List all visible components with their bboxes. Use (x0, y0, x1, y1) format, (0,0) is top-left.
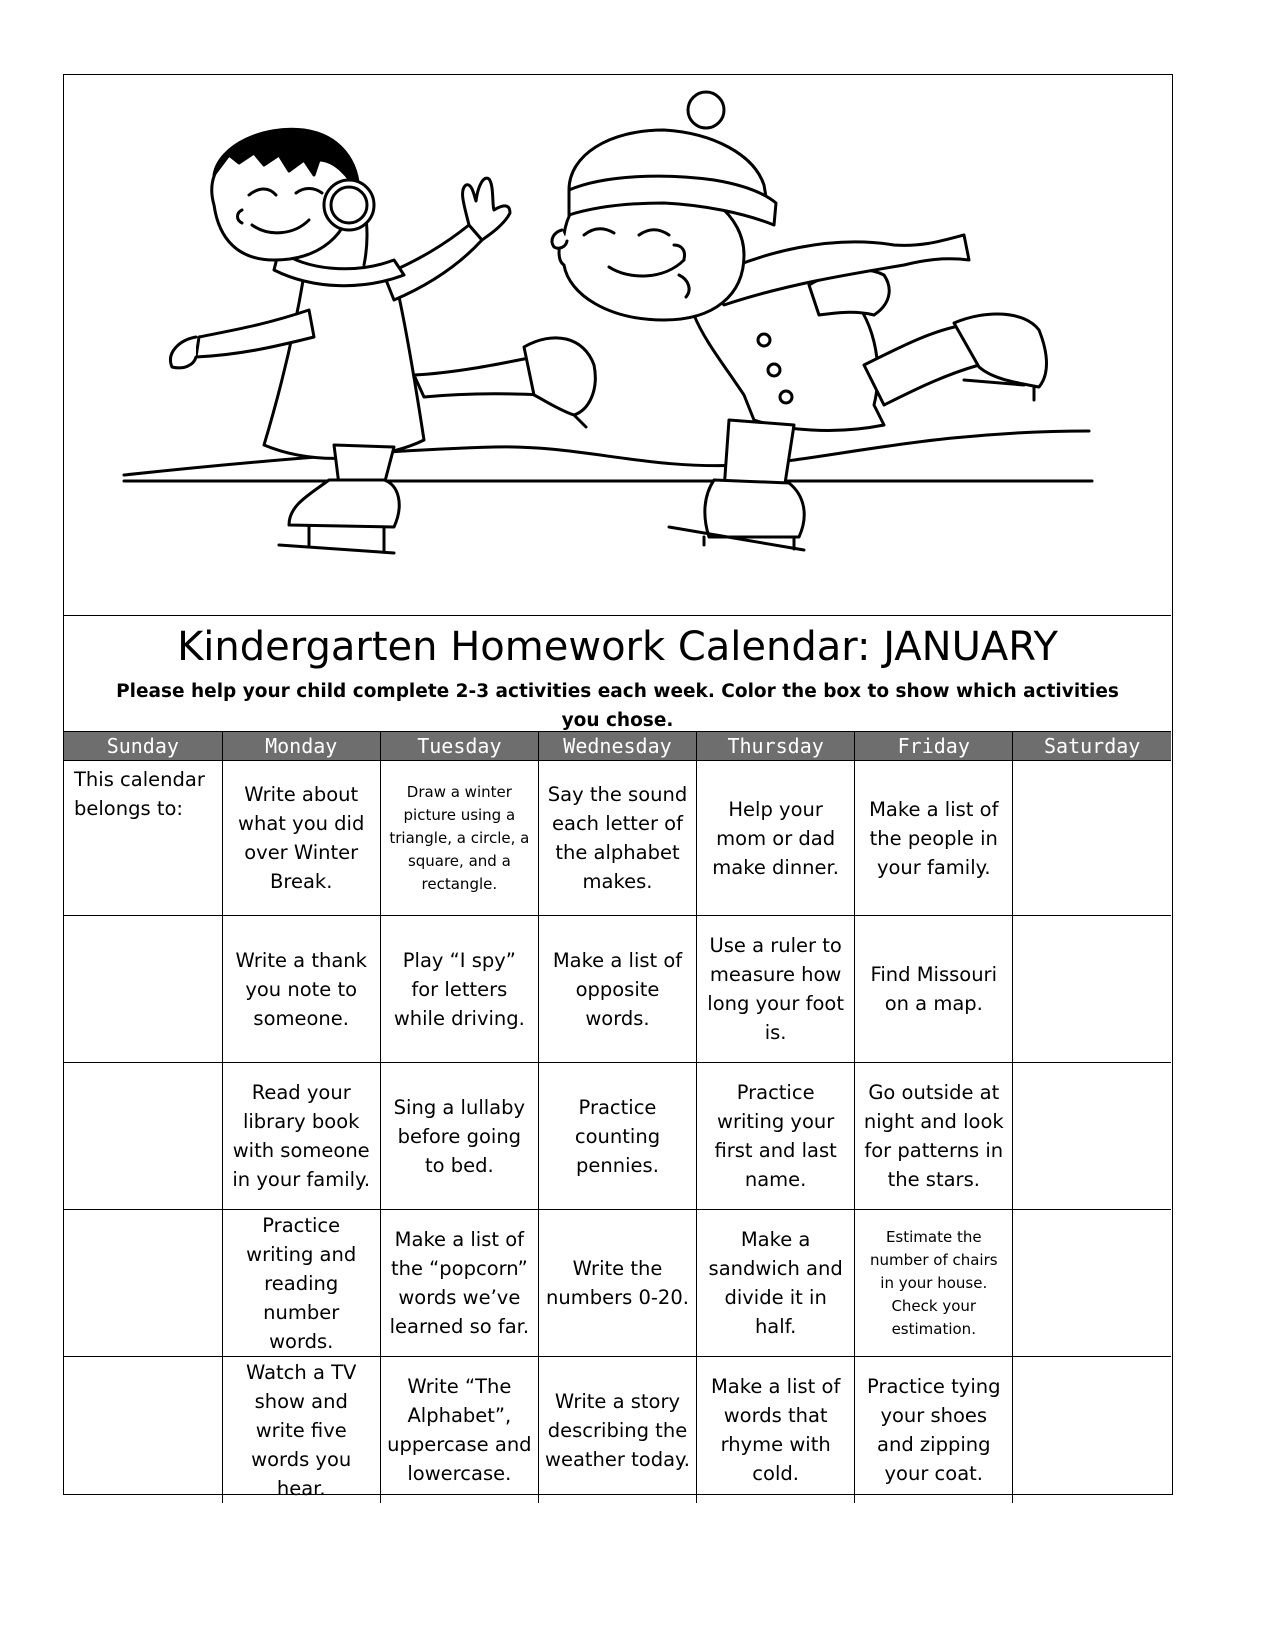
activity-cell[interactable]: Write about what you did over Winter Break. (222, 761, 380, 916)
activity-cell[interactable]: Help your mom or dad make dinner. (697, 761, 855, 916)
activity-cell[interactable]: Estimate the number of chairs in your house. Check your estimation. (855, 1210, 1013, 1357)
week-row (64, 1210, 1171, 1357)
activity-cell[interactable]: Write a story describing the weather today. (538, 1357, 696, 1504)
activity-cell[interactable]: Practice tying your shoes and zipping your coat. (855, 1357, 1013, 1504)
illustration-panel (64, 75, 1171, 616)
calendar-page (63, 74, 1173, 1500)
day-header: Saturday (1013, 732, 1171, 761)
day-header: Thursday (697, 732, 855, 761)
activity-cell[interactable]: Read your library book with someone in your family. (222, 1063, 380, 1210)
ice-skating-children-illustration (64, 75, 1171, 615)
activity-cell[interactable]: Sing a lullaby before going to bed. (380, 1063, 538, 1210)
week-row (64, 916, 1171, 1063)
activity-cell[interactable]: Say the sound each letter of the alphabet makes. (538, 761, 696, 916)
week-row (64, 1357, 1171, 1504)
activity-cell[interactable]: Make a list of opposite words. (538, 916, 696, 1063)
page-title: Kindergarten Homework Calendar: JANUARY (177, 624, 1058, 670)
week-row (64, 1063, 1171, 1210)
activity-cell[interactable]: Write “The Alphabet”, uppercase and lowercase. (380, 1357, 538, 1504)
empty-cell (64, 916, 222, 1063)
week-row (64, 761, 1171, 916)
empty-cell (64, 1357, 222, 1504)
owner-name-cell[interactable]: This calendar belongs to: (64, 761, 222, 916)
empty-cell (1013, 1357, 1171, 1504)
activity-cell[interactable]: Practice counting pennies. (538, 1063, 696, 1210)
activity-cell[interactable]: Write a thank you note to someone. (222, 916, 380, 1063)
activity-cell[interactable]: Make a list of words that rhyme with cold. (697, 1357, 855, 1504)
activity-cell[interactable]: Practice writing your first and last name. (697, 1063, 855, 1210)
activity-cell[interactable]: Practice writing and reading number words. (222, 1210, 380, 1357)
empty-cell (1013, 1210, 1171, 1357)
activity-cell[interactable]: Watch a TV show and write five words you hear. (222, 1357, 380, 1504)
empty-cell (1013, 916, 1171, 1063)
activity-cell[interactable]: Go outside at night and look for patterns in the stars. (855, 1063, 1013, 1210)
day-header: Friday (855, 732, 1013, 761)
activity-cell[interactable]: Draw a winter picture using a triangle, a circle, a square, and a rectangle. (380, 761, 538, 916)
activity-cell[interactable]: Use a ruler to measure how long your foot is. (697, 916, 855, 1063)
day-header: Wednesday (538, 732, 696, 761)
homework-calendar (64, 731, 1171, 1503)
empty-cell (64, 1063, 222, 1210)
day-header: Sunday (64, 732, 222, 761)
day-header: Tuesday (380, 732, 538, 761)
activity-cell[interactable]: Play “I spy” for letters while driving. (380, 916, 538, 1063)
activity-cell[interactable]: Make a list of the “popcorn” words we’ve learned so far. (380, 1210, 538, 1357)
empty-cell (1013, 1063, 1171, 1210)
day-header: Monday (222, 732, 380, 761)
activity-cell[interactable]: Write the numbers 0-20. (538, 1210, 696, 1357)
activity-cell[interactable]: Make a sandwich and divide it in half. (697, 1210, 855, 1357)
instructions: Please help your child complete 2-3 activities each week. Color the box to show which activities you chose. (116, 681, 1119, 731)
day-header-row (64, 732, 1171, 761)
empty-cell (1013, 761, 1171, 916)
activity-cell[interactable]: Find Missouri on a map. (855, 916, 1013, 1063)
empty-cell (64, 1210, 222, 1357)
activity-cell[interactable]: Make a list of the people in your family. (855, 761, 1013, 916)
